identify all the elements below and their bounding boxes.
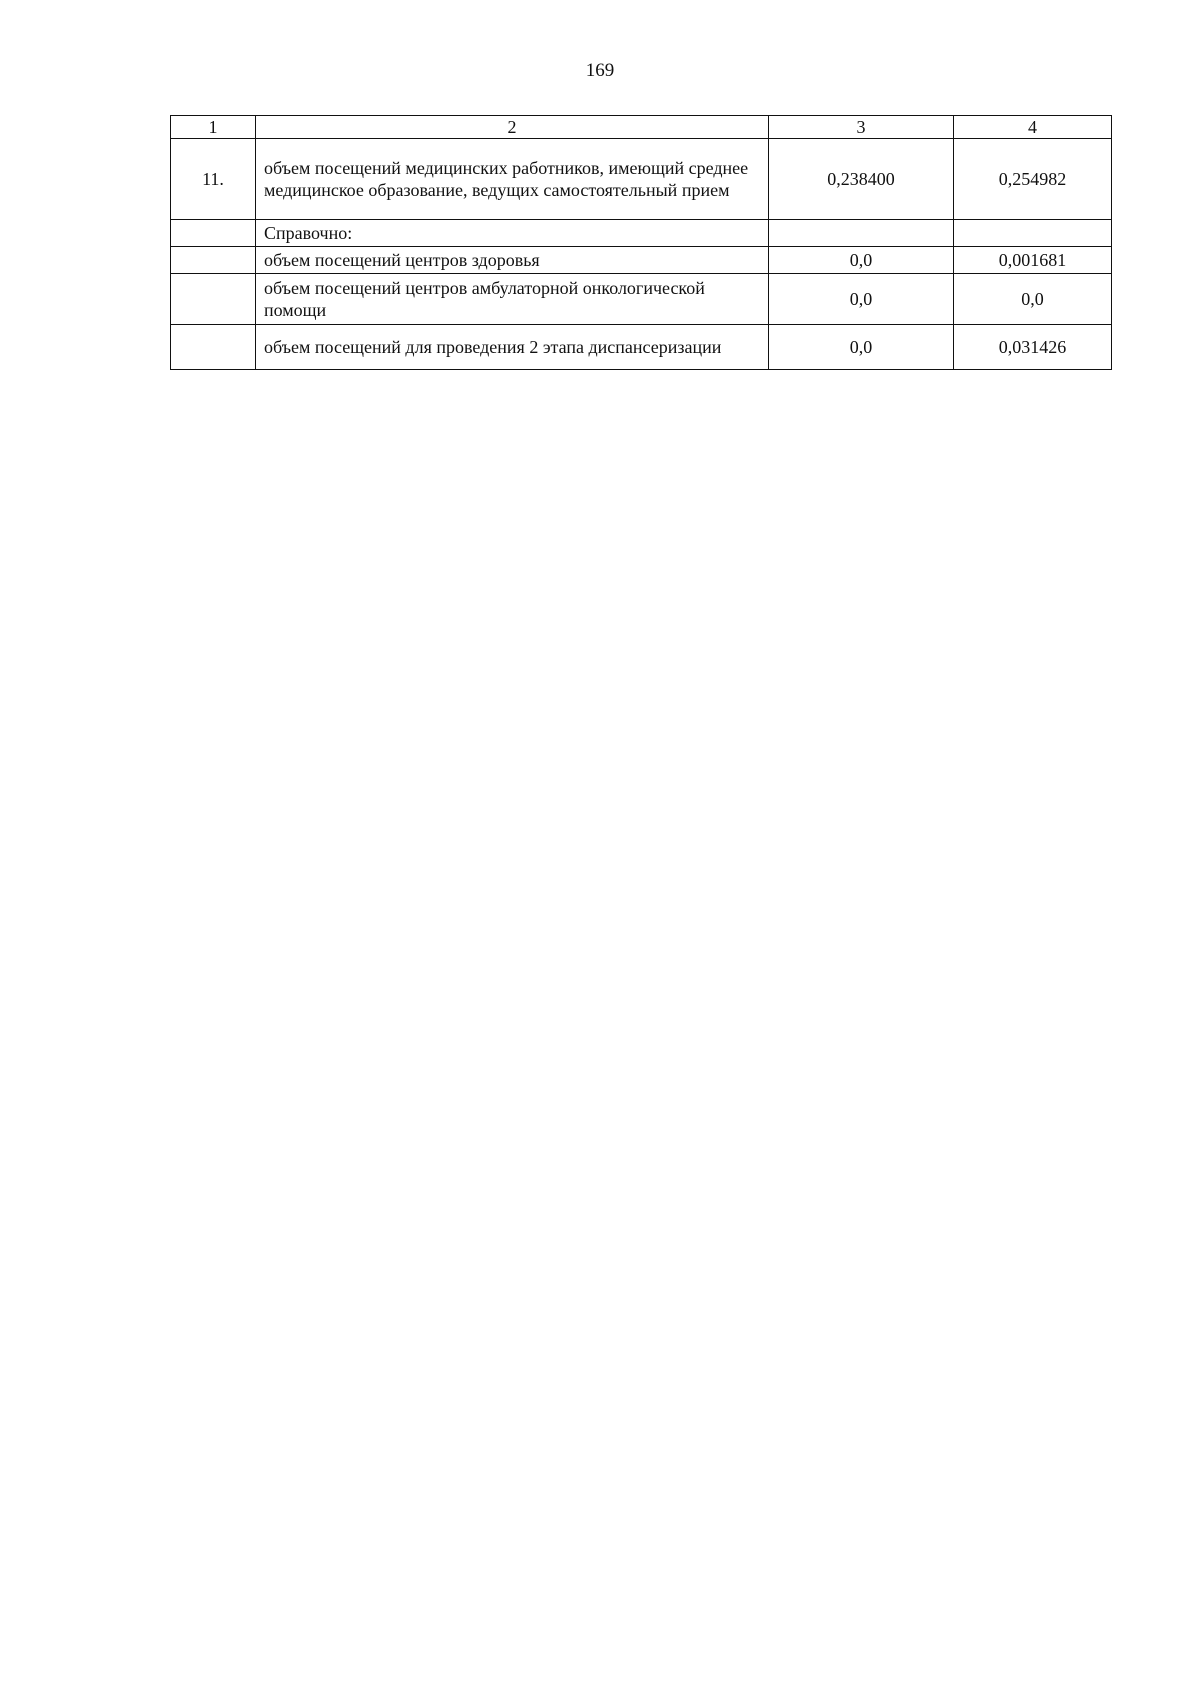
row-number: 11. bbox=[171, 139, 256, 220]
row-description: объем посещений центров здоровья bbox=[256, 247, 769, 274]
row-value-col3: 0,0 bbox=[769, 274, 954, 325]
page-number: 169 bbox=[585, 60, 615, 81]
column-header-3: 3 bbox=[769, 116, 954, 139]
row-value-col4: 0,254982 bbox=[954, 139, 1112, 220]
table-row bbox=[171, 325, 1112, 370]
column-header-4: 4 bbox=[954, 116, 1112, 139]
table-row bbox=[171, 247, 1112, 274]
row-number bbox=[171, 325, 256, 370]
row-value-col4: 0,0 bbox=[954, 274, 1112, 325]
column-header-1: 1 bbox=[171, 116, 256, 139]
row-value-col4: 0,001681 bbox=[954, 247, 1112, 274]
row-number bbox=[171, 274, 256, 325]
data-table bbox=[170, 115, 1112, 370]
row-value-col3: 0,0 bbox=[769, 325, 954, 370]
table-header-row bbox=[171, 116, 1112, 139]
row-number bbox=[171, 247, 256, 274]
table-row bbox=[171, 220, 1112, 247]
table-row bbox=[171, 274, 1112, 325]
table-row bbox=[171, 139, 1112, 220]
column-header-2: 2 bbox=[256, 116, 769, 139]
row-value-col4 bbox=[954, 220, 1112, 247]
row-description: объем посещений для проведения 2 этапа диспансеризации bbox=[256, 325, 769, 370]
row-number bbox=[171, 220, 256, 247]
row-description: объем посещений центров амбулаторной онкологической помощи bbox=[256, 274, 769, 325]
row-value-col4: 0,031426 bbox=[954, 325, 1112, 370]
row-description: Справочно: bbox=[256, 220, 769, 247]
row-description: объем посещений медицинских работников, имеющий среднее медицинское образование, ведущих самостоятельный прием bbox=[256, 139, 769, 220]
row-value-col3: 0,0 bbox=[769, 247, 954, 274]
row-value-col3: 0,238400 bbox=[769, 139, 954, 220]
row-value-col3 bbox=[769, 220, 954, 247]
